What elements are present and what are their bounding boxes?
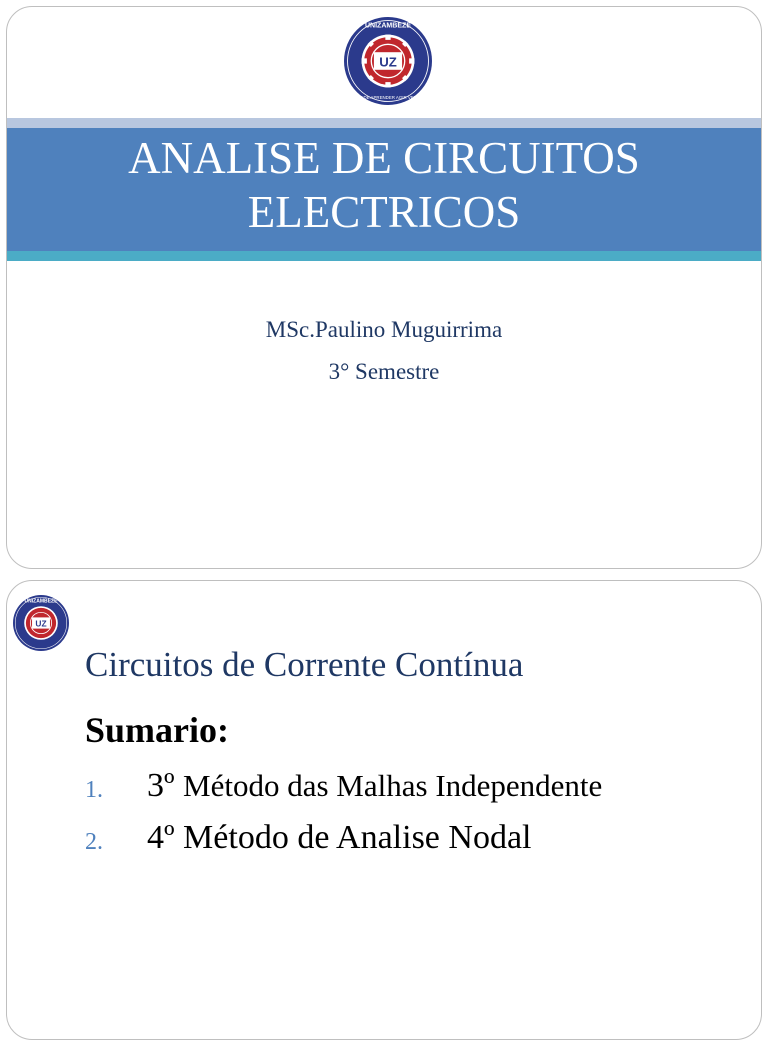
title-line-1: ANALISE DE CIRCUITOS <box>128 133 640 183</box>
list-item-prefix: 3º <box>147 767 175 804</box>
list-item-label: Método de Analise Nodal <box>183 819 532 856</box>
title-line-2: ELECTRICOS <box>247 187 521 237</box>
slide-title <box>7 131 761 239</box>
list-item-text <box>147 767 602 805</box>
semester-label: 3° Semestre <box>328 359 440 384</box>
title-band-top-stripe <box>7 118 761 128</box>
list-item-text <box>147 819 531 857</box>
list-item-label: Método das Malhas Independente <box>183 768 603 803</box>
title-band-bottom-stripe <box>7 251 761 261</box>
svg-text:UNIZAMBEZE: UNIZAMBEZE <box>24 598 58 605</box>
svg-text:UZ: UZ <box>35 618 47 629</box>
list-number: 2. <box>85 829 103 855</box>
sumario-heading: Sumario: <box>85 710 229 750</box>
author-name: MSc.Paulino Muguirrima <box>265 317 503 342</box>
unizambeze-logo-icon <box>13 595 69 651</box>
summary-slide <box>6 580 762 1040</box>
unizambeze-logo-icon <box>344 17 432 105</box>
svg-text:UZ: UZ <box>379 54 397 70</box>
slide-heading: Circuitos de Corrente Contínua <box>85 645 524 684</box>
svg-text:UNIDADE APRENDER AGIR VENCER: UNIDADE APRENDER AGIR VENCER <box>349 94 427 100</box>
title-slide <box>6 6 762 569</box>
list-number: 1. <box>85 777 103 803</box>
svg-text:UNIZAMBEZE: UNIZAMBEZE <box>364 22 412 30</box>
list-item-prefix: 4º <box>147 819 175 856</box>
